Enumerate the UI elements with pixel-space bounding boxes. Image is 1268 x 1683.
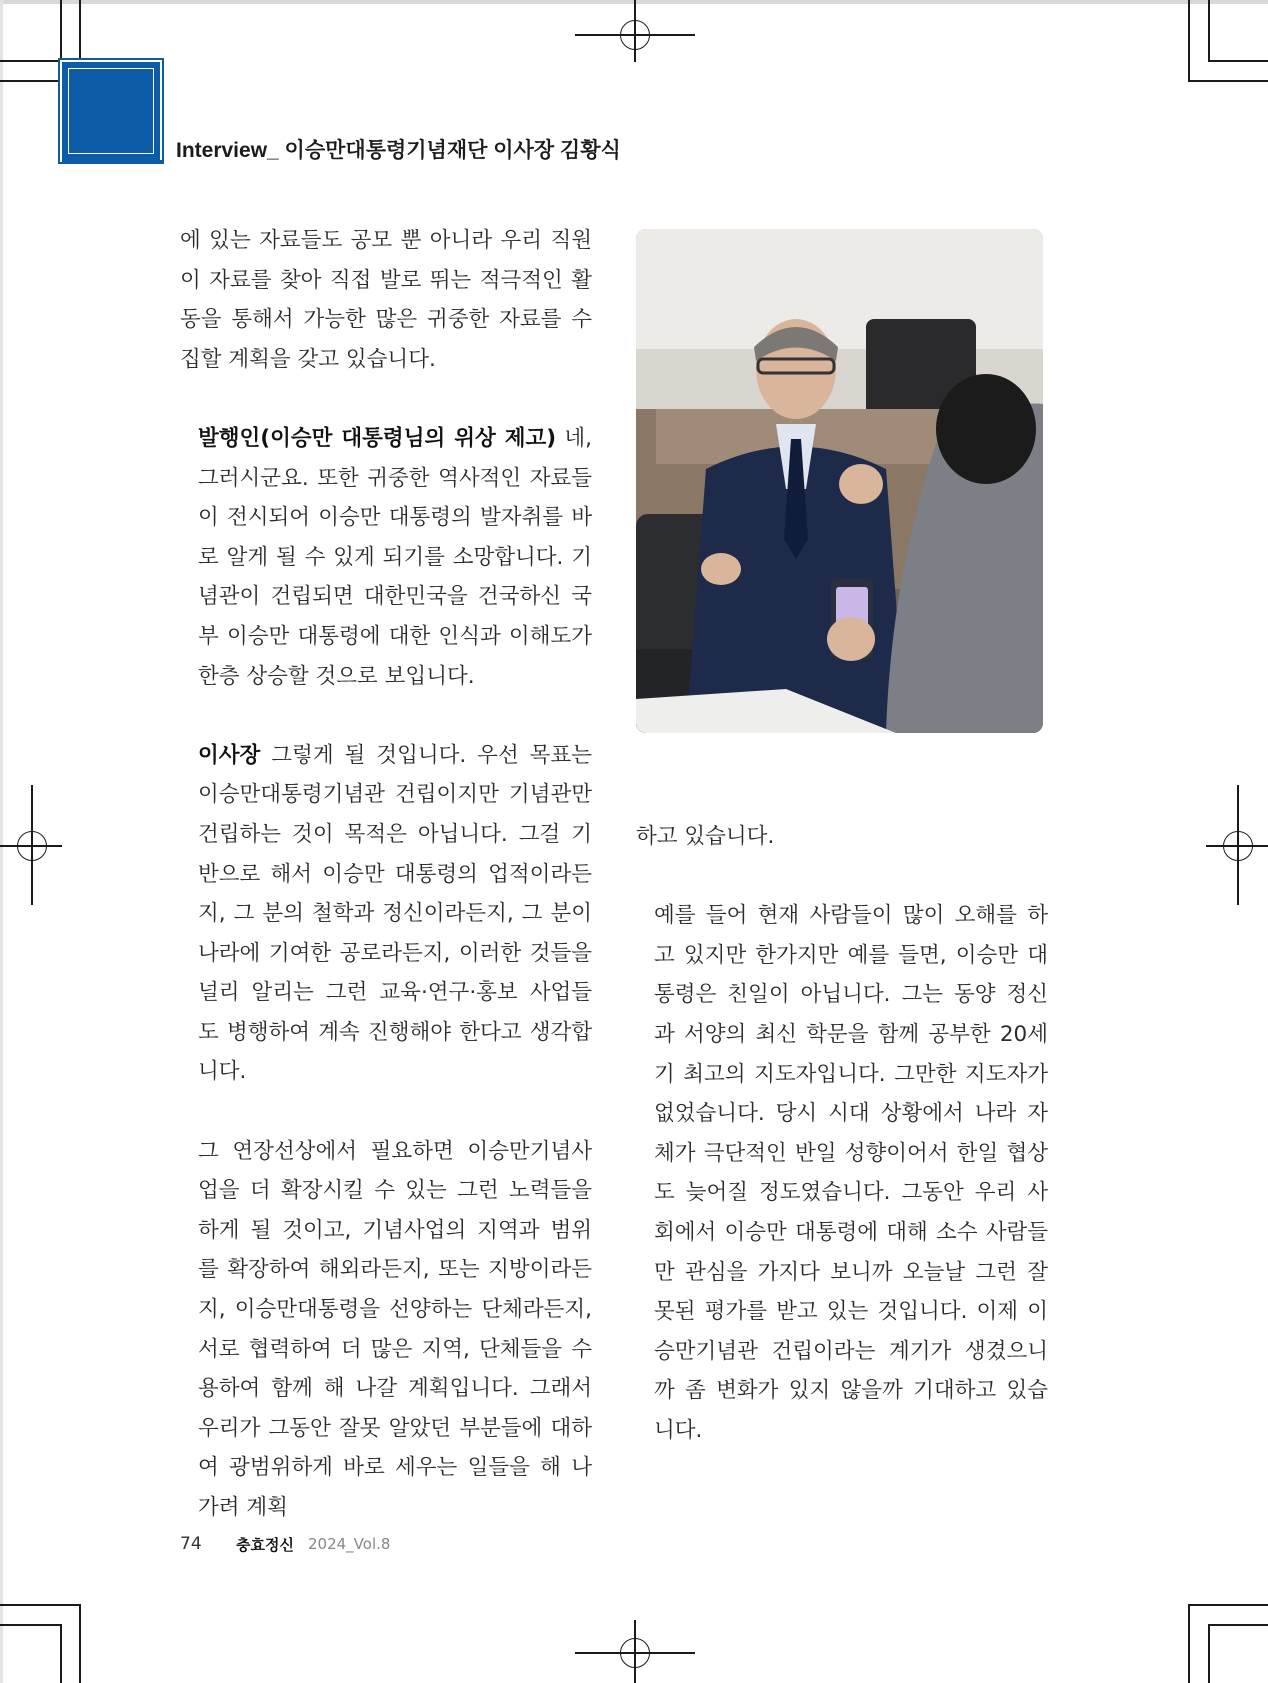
crop-mark <box>1188 1604 1190 1683</box>
left-edge <box>0 0 3 1683</box>
paragraph: 이사장 그렇게 될 것입니다. 우선 목표는 이승만대통령기념관 건립이지만 기념관만 건립하는 것이 목적은 아닙니다. 그걸 기반으로 해서 이승만 대통령의 업적이라든지, 그 분의 철학과 정신이라든지, 그 분이 나라에 기여한 공로라든지, 이러한 것들을 널리 알리는 그런 교육·연구·홍보 사업들도 병행하여 계속 진행해야 한다고 생각합니다. <box>198 742 592 1085</box>
magazine-logo: 충효정신 <box>236 1535 294 1554</box>
page-header-title: Interview_ 이승만대통령기념재단 이사장 김황식 <box>176 139 621 162</box>
paragraph: 그 연장선상에서 필요하면 이승만기념사업을 더 확장시킬 수 있는 그런 노력들을 하게 될 것이고, 기념사업의 지역과 범위를 확장하여 해외라든지, 또는 지방이라든지, 이승만대통령을 선양하는 단체라든지, 서로 협력하여 더 많은 지역, 단체들을 수용하여 함께 해 나갈 계획입니다. 그래서 우리가 그동안 잘못 알았던 부분들에 대하여 광범위하게 바로 세우는 일들을 해 나가려 계획 <box>198 1138 592 1520</box>
crop-mark <box>1208 0 1210 60</box>
body-column-left <box>180 221 592 1528</box>
crop-mark <box>0 1604 80 1606</box>
page-number: 74 <box>180 1534 202 1554</box>
header-rule <box>62 160 164 164</box>
crop-mark <box>1208 1624 1268 1626</box>
paragraph: 발행인(이승만 대통령님의 위상 제고) 네, 그러시군요. 또한 귀중한 역사적인 자료들이 전시되어 이승만 대통령의 발자취를 바로 알게 될 수 있게 되기를 소망합니다. 기념관이 건립되면 대한민국을 건국하신 국부 이승만 대통령에 대한 인식과 이해도가 한층 상승할 것으로 보입니다. <box>198 425 592 689</box>
paragraph: 에 있는 자료들도 공모 뿐 아니라 우리 직원이 자료를 찾아 직접 발로 뛰는 적극적인 활동을 통해서 가능한 많은 귀중한 자료를 수집할 계획을 갖고 있습니다. <box>180 228 592 372</box>
page-footer <box>180 1530 390 1558</box>
issue-label: 2024_Vol.8 <box>308 1535 391 1553</box>
interview-photo <box>636 229 1043 733</box>
paragraph: 예를 들어 현재 사람들이 많이 오해를 하고 있지만 한가지만 예를 들면, 이승만 대통령은 친일이 아닙니다. 그는 동양 정신과 서양의 최신 학문을 함께 공부한 20세기 최고의 지도자입니다. 그만한 지도자가 없었습니다. 당시 시대 상황에서 나라 자체가 극단적인 반일 성향이어서 한일 협상도 늦어질 정도였습니다. 그동안 우리 사회에서 이승만 대통령에 대해 소수 사람들만 관심을 가지다 보니까 오늘날 그런 잘못된 평가를 받고 있는 것입니다. 이제 이승만기념관 건립이라는 계기가 생겼으니까 좀 변화가 있지 않을까 기대하고 있습니다. <box>654 903 1048 1443</box>
crop-mark <box>1188 80 1268 82</box>
body-column-right <box>636 817 1048 1451</box>
speaker-label: 발행인(이승만 대통령님의 위상 제고) <box>198 425 557 451</box>
crop-mark <box>1188 1604 1268 1606</box>
section-color-block <box>62 62 160 160</box>
crop-mark <box>0 60 60 62</box>
crop-mark <box>1188 0 1190 80</box>
crop-mark <box>0 1624 60 1626</box>
speaker-label: 이사장 <box>198 742 261 768</box>
crop-mark <box>60 0 62 60</box>
paragraph: 하고 있습니다. <box>636 824 775 849</box>
crop-mark <box>60 1624 62 1683</box>
crop-mark <box>1208 60 1268 62</box>
crop-mark <box>1208 1624 1210 1683</box>
crop-mark <box>79 1604 81 1683</box>
